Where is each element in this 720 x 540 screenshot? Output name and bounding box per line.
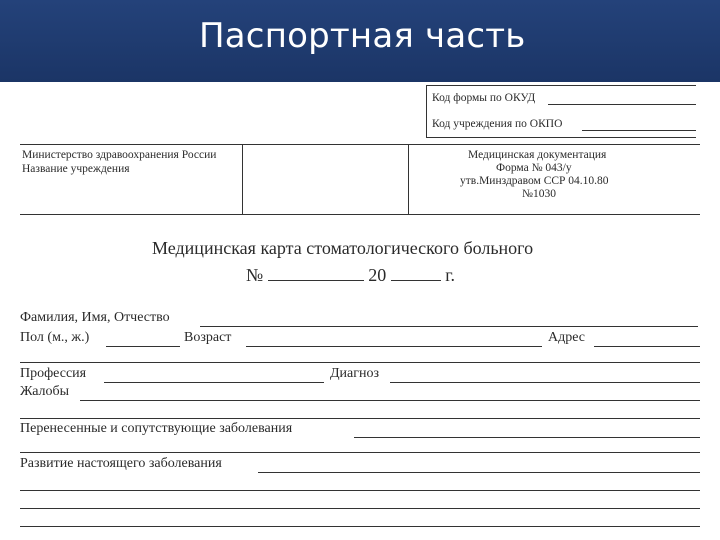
full-name-label: Фамилия, Имя, Отчество <box>20 310 170 325</box>
card-number-row <box>246 265 455 286</box>
year-prefix: 20 <box>368 265 387 285</box>
ministry-name: Министерство здравоохранения России <box>22 149 217 161</box>
card-title: Медицинская карта стоматологического больного <box>152 238 534 258</box>
past-diseases-label: Перенесенные и сопутствующие заболевания <box>20 421 293 436</box>
diagnosis-blank <box>390 382 700 383</box>
age-blank <box>246 346 542 347</box>
institution-name-label: Название учреждения <box>22 163 130 175</box>
profession-label: Профессия <box>20 366 87 381</box>
okud-code-label: Код формы по ОКУД <box>432 92 536 104</box>
header-table-divider-1 <box>242 144 243 214</box>
current-disease-label: Развитие настоящего заболевания <box>20 456 222 471</box>
header-table-top-line <box>20 144 700 145</box>
okpo-code-label: Код учреждения по ОКПО <box>432 118 563 130</box>
slide-title: Паспортная часть <box>199 16 526 56</box>
blank-line-1 <box>20 362 700 363</box>
sex-blank <box>106 346 180 347</box>
medical-form <box>0 82 720 540</box>
header-table-bottom-line <box>20 214 700 215</box>
past-diseases-blank <box>354 437 700 438</box>
medical-doc-order-number: №1030 <box>522 188 556 200</box>
slide-header <box>0 0 720 82</box>
okud-code-blank <box>548 104 696 105</box>
medical-doc-form-number: Форма № 043/у <box>496 162 572 174</box>
code-box-bottom-border <box>426 137 696 138</box>
header-table-divider-2 <box>408 144 409 214</box>
blank-line-6 <box>20 526 700 527</box>
medical-doc-line-1: Медицинская документация <box>468 149 607 161</box>
address-blank <box>594 346 700 347</box>
blank-line-3 <box>20 452 700 453</box>
okpo-code-blank <box>582 130 696 131</box>
year-suffix: г. <box>445 265 456 285</box>
address-label: Адрес <box>548 330 586 345</box>
year-blank <box>391 268 441 281</box>
complaints-label: Жалобы <box>20 384 70 399</box>
complaints-blank <box>80 400 700 401</box>
full-name-blank <box>200 326 698 327</box>
sex-label: Пол (м., ж.) <box>20 330 90 345</box>
number-sign: № <box>246 265 264 285</box>
medical-doc-approval: утв.Минздравом ССР 04.10.80 <box>460 175 609 187</box>
age-label: Возраст <box>184 330 232 345</box>
current-disease-blank <box>258 472 700 473</box>
blank-line-2 <box>20 418 700 419</box>
diagnosis-label: Диагноз <box>330 366 380 381</box>
card-number-blank <box>268 268 364 281</box>
profession-blank <box>104 382 324 383</box>
blank-line-5 <box>20 508 700 509</box>
code-box-top-border <box>426 85 696 86</box>
code-box-left-border <box>426 85 427 137</box>
blank-line-4 <box>20 490 700 491</box>
